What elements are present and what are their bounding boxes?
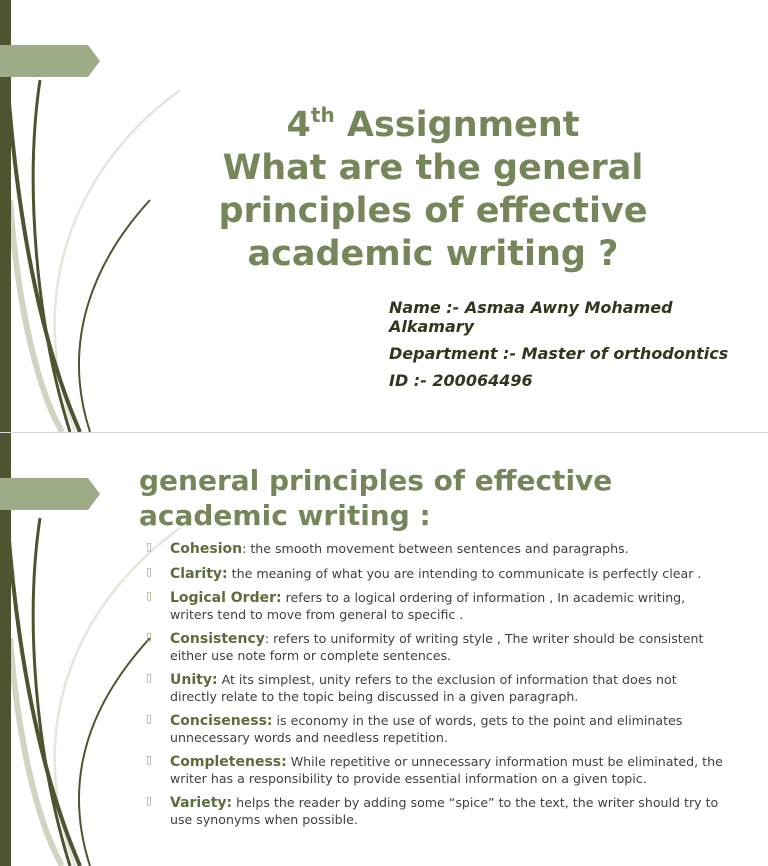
title-slide bbox=[0, 0, 768, 432]
principle-description: : refers to uniformity of writing style , The writer should be consistent either use note form or complete sentences. bbox=[170, 631, 704, 663]
arrow-tab-shape bbox=[0, 45, 100, 77]
list-item bbox=[146, 590, 726, 623]
principle-term: Variety: bbox=[170, 795, 233, 811]
author-id: ID :- 200064496 bbox=[389, 371, 533, 390]
principle-description: At its simplest, unity refers to the exclusion of information that does not directly relate to the topic being discussed in a given paragraph. bbox=[170, 672, 677, 704]
principle-term: Clarity: bbox=[170, 565, 228, 582]
author-department: Department :- Master of orthodontics bbox=[389, 344, 729, 363]
title-line-1 bbox=[200, 104, 666, 147]
principle-term: Conciseness: bbox=[170, 713, 273, 729]
principle-term: Completeness: bbox=[170, 754, 287, 770]
principle-description: : the smooth movement between sentences and paragraphs. bbox=[242, 541, 629, 556]
title-number: 4 bbox=[286, 105, 311, 145]
title-line-4: academic writing ? bbox=[247, 234, 619, 274]
principle-term: Cohesion bbox=[170, 541, 243, 557]
arrow-tab-shape bbox=[0, 478, 100, 510]
title-superscript: th bbox=[310, 103, 335, 127]
principle-term: Unity: bbox=[170, 672, 218, 688]
list-item bbox=[146, 541, 726, 558]
list-item bbox=[146, 672, 726, 705]
principle-description: refers to a logical ordering of information , In academic writing, writers tend to move from general to specific . bbox=[170, 590, 686, 622]
content-slide bbox=[0, 433, 768, 866]
principle-term: Logical Order: bbox=[170, 590, 282, 606]
bullet-icon: ▯ bbox=[146, 630, 153, 643]
principles-list bbox=[146, 541, 726, 836]
bullet-icon: ▯ bbox=[146, 794, 153, 807]
list-item bbox=[146, 631, 726, 664]
bullet-icon: ▯ bbox=[146, 540, 153, 553]
principle-description: the meaning of what you are intending to communicate is perfectly clear . bbox=[227, 565, 702, 581]
principle-description: is economy in the use of words, gets to the point and eliminates unnecessary words and needless repetition. bbox=[170, 713, 683, 745]
title-line-2: What are the general bbox=[222, 148, 644, 188]
content-title-line-1: general principles of effective bbox=[139, 464, 613, 497]
slide-title bbox=[200, 104, 666, 276]
bullet-icon: ▯ bbox=[146, 564, 153, 578]
list-item bbox=[146, 566, 726, 583]
content-title bbox=[139, 463, 699, 533]
bullet-icon: ▯ bbox=[146, 671, 153, 684]
list-item bbox=[146, 713, 726, 746]
bullet-icon: ▯ bbox=[146, 712, 153, 725]
title-assignment: Assignment bbox=[346, 105, 580, 145]
author-info bbox=[389, 298, 749, 398]
bullet-icon: ▯ bbox=[146, 753, 153, 766]
bullet-icon: ▯ bbox=[146, 589, 153, 602]
principle-description: helps the reader by adding some “spice” to the text, the writer should try to use synonyms when possible. bbox=[170, 795, 719, 827]
author-name: Name :- Asmaa Awny Mohamed Alkamary bbox=[389, 298, 673, 336]
content-title-line-2: academic writing : bbox=[139, 499, 431, 532]
principle-term: Consistency bbox=[170, 631, 265, 647]
list-item bbox=[146, 754, 726, 787]
list-item bbox=[146, 795, 726, 828]
principle-description: While repetitive or unnecessary information must be eliminated, the writer has a responsibility to provide essential information on a given topic. bbox=[170, 754, 723, 786]
title-line-3: principles of effective bbox=[218, 191, 648, 231]
